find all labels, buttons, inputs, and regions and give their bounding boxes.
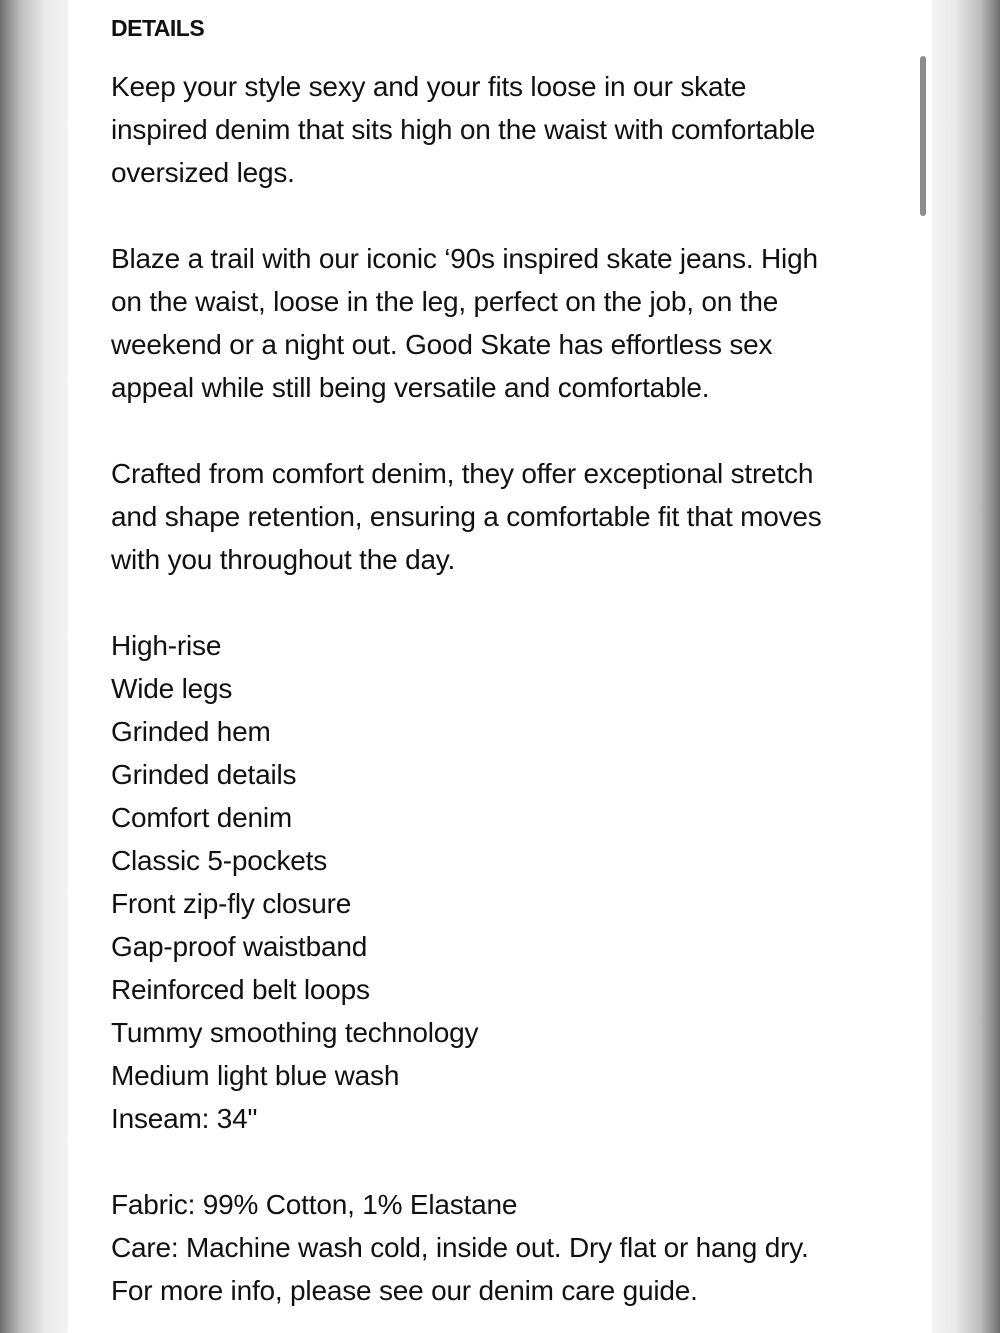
feature-item: High-rise (111, 630, 222, 661)
paragraph-line: Blaze a trail with our iconic ‘90s inspired skate jeans. High (111, 243, 818, 274)
feature-item: Gap-proof waistband (111, 931, 368, 962)
feature-item: Classic 5-pockets (111, 845, 328, 876)
feature-item: Comfort denim (111, 802, 293, 833)
paragraph-line: Keep your style sexy and your fits loose in our skate (111, 71, 747, 102)
details-sheet (68, 0, 932, 1333)
feature-item: Grinded hem (111, 716, 271, 747)
feature-item: Tummy smoothing technology (111, 1017, 479, 1048)
feature-item: Front zip-fly closure (111, 888, 352, 919)
paragraph-line: weekend or a night out. Good Skate has effortless sex (111, 329, 773, 360)
paragraph-line: appeal while still being versatile and comfortable. (111, 372, 710, 403)
feature-item: Reinforced belt loops (111, 974, 370, 1005)
care-text: Care: Machine wash cold, inside out. Dry flat or hang dry. (111, 1232, 809, 1263)
paragraph-line: Crafted from comfort denim, they offer exceptional stretch (111, 458, 814, 489)
vertical-scrollbar[interactable] (920, 56, 926, 216)
paragraph-line: oversized legs. (111, 157, 295, 188)
care-guide-text: For more info, please see our denim care guide. (111, 1275, 698, 1306)
paragraph-line: inspired denim that sits high on the waist with comfortable (111, 114, 816, 145)
feature-item: Wide legs (111, 673, 233, 704)
details-heading: DETAILS (111, 15, 205, 41)
paragraph-line: and shape retention, ensuring a comfortable fit that moves (111, 501, 822, 532)
fabric-text: Fabric: 99% Cotton, 1% Elastane (111, 1189, 518, 1220)
feature-item: Grinded details (111, 759, 297, 790)
paragraph-line: with you throughout the day. (111, 544, 456, 575)
feature-item: Inseam: 34" (111, 1103, 258, 1134)
feature-item: Medium light blue wash (111, 1060, 400, 1091)
paragraph-line: on the waist, loose in the leg, perfect on the job, on the (111, 286, 779, 317)
